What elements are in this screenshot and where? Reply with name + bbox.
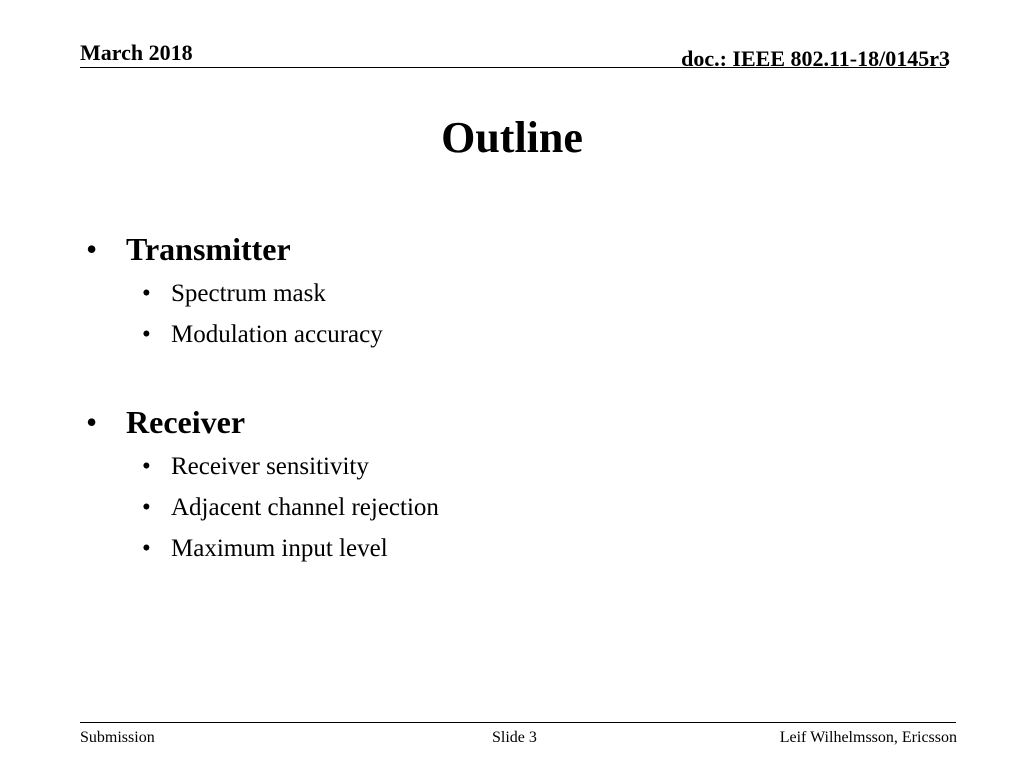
sub-bullet-text: Maximum input level bbox=[171, 535, 388, 562]
footer-author: Leif Wilhelmsson, Ericsson bbox=[779, 729, 957, 746]
sub-bullet-text: Adjacent channel rejection bbox=[171, 494, 439, 521]
bullet-icon: • bbox=[142, 453, 151, 480]
header-divider bbox=[80, 67, 946, 68]
bullet-icon: • bbox=[142, 535, 151, 562]
sub-bullet-text: Modulation accuracy bbox=[171, 321, 383, 348]
bullet-icon: • bbox=[86, 404, 98, 440]
footer-divider bbox=[80, 722, 956, 723]
sub-bullet-text: Spectrum mask bbox=[171, 280, 326, 307]
bullet-icon: • bbox=[142, 321, 151, 348]
slide-title: Outline bbox=[441, 113, 583, 162]
footer-submission: Submission bbox=[80, 729, 155, 746]
bullet-icon: • bbox=[142, 494, 151, 521]
bullet-icon: • bbox=[86, 231, 98, 267]
section-heading: Receiver bbox=[126, 404, 246, 440]
header-doc-id: doc.: IEEE 802.11-18/0145r3 bbox=[681, 46, 950, 71]
sub-bullet-text: Receiver sensitivity bbox=[171, 453, 369, 480]
footer-slide-number: Slide 3 bbox=[492, 729, 537, 746]
bullet-icon: • bbox=[142, 280, 151, 307]
header-date: March 2018 bbox=[80, 40, 193, 65]
section-heading: Transmitter bbox=[126, 231, 291, 267]
